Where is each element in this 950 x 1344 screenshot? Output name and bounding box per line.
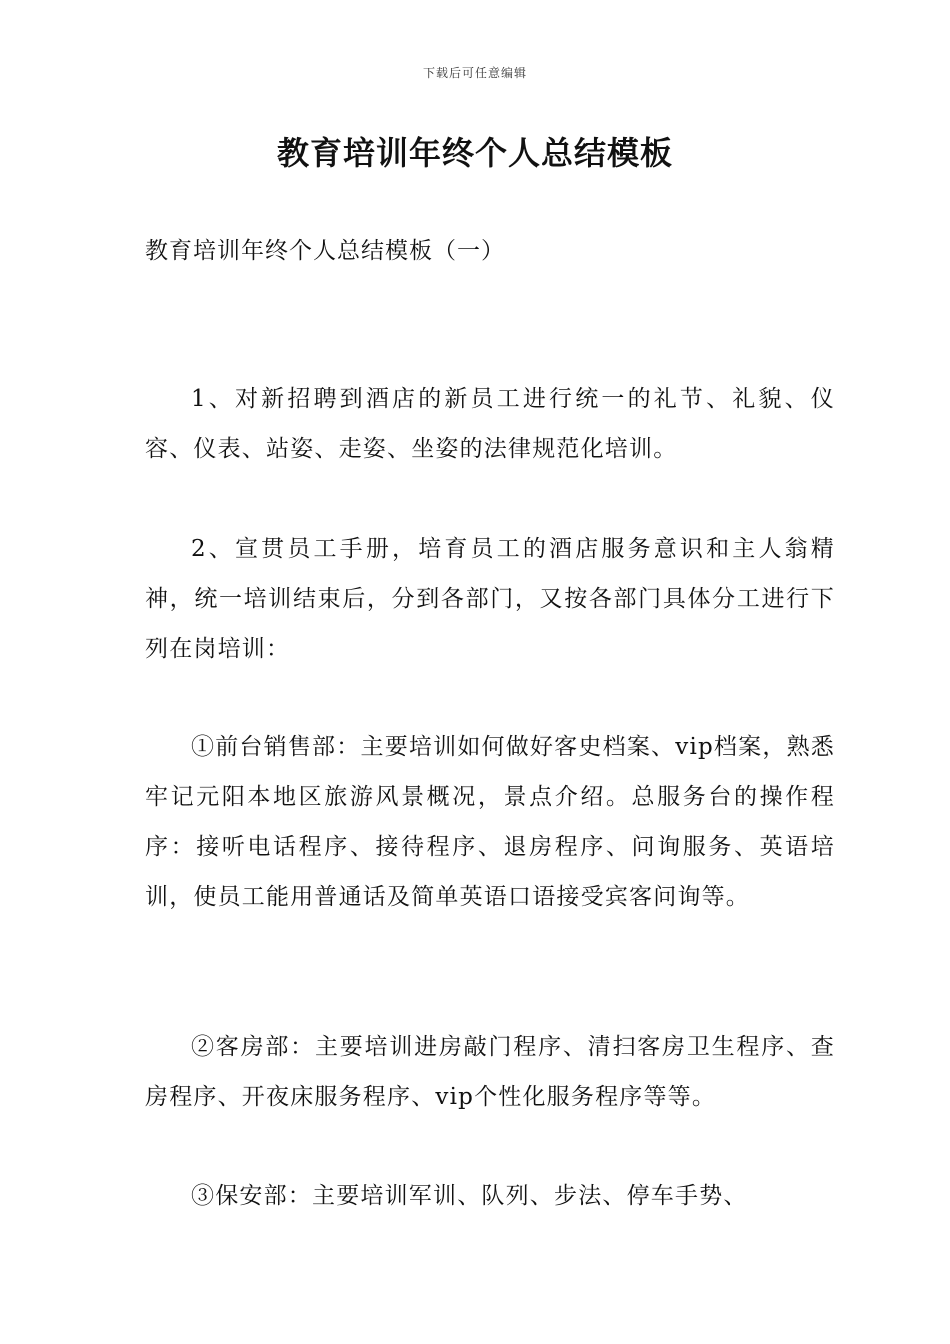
paragraph-housekeeping: ②客房部：主要培训进房敲门程序、清扫客房卫生程序、查房程序、开夜床服务程序、vip个性化服务程序等等。 [145, 1034, 835, 1110]
header-note: 下载后可任意编辑 [422, 66, 527, 80]
paragraph-1: 1、对新招聘到酒店的新员工进行统一的礼节、礼貌、仪容、仪表、站姿、走姿、坐姿的法律规范化培训。 [145, 386, 835, 462]
document-title: 教育培训年终个人总结模板 [276, 134, 673, 172]
paragraph-security: ③保安部：主要培训军训、队列、步法、停车手势、 [191, 1183, 748, 1209]
paragraph-front-desk: ①前台销售部：主要培训如何做好客史档案、vip档案，熟悉牢记元阳本地区旅游风景概况，景点介绍。总服务台的操作程序：接听电话程序、接待程序、退房程序、问询服务、英语培训，使员工能用普通话及简单英语口语接受宾客问询等。 [145, 734, 835, 910]
paragraph-2: 2、宣贯员工手册，培育员工的酒店服务意识和主人翁精神，统一培训结束后，分到各部门，又按各部门具体分工进行下列在岗培训： [145, 536, 835, 662]
section-subtitle: 教育培训年终个人总结模板（一） [145, 238, 505, 264]
